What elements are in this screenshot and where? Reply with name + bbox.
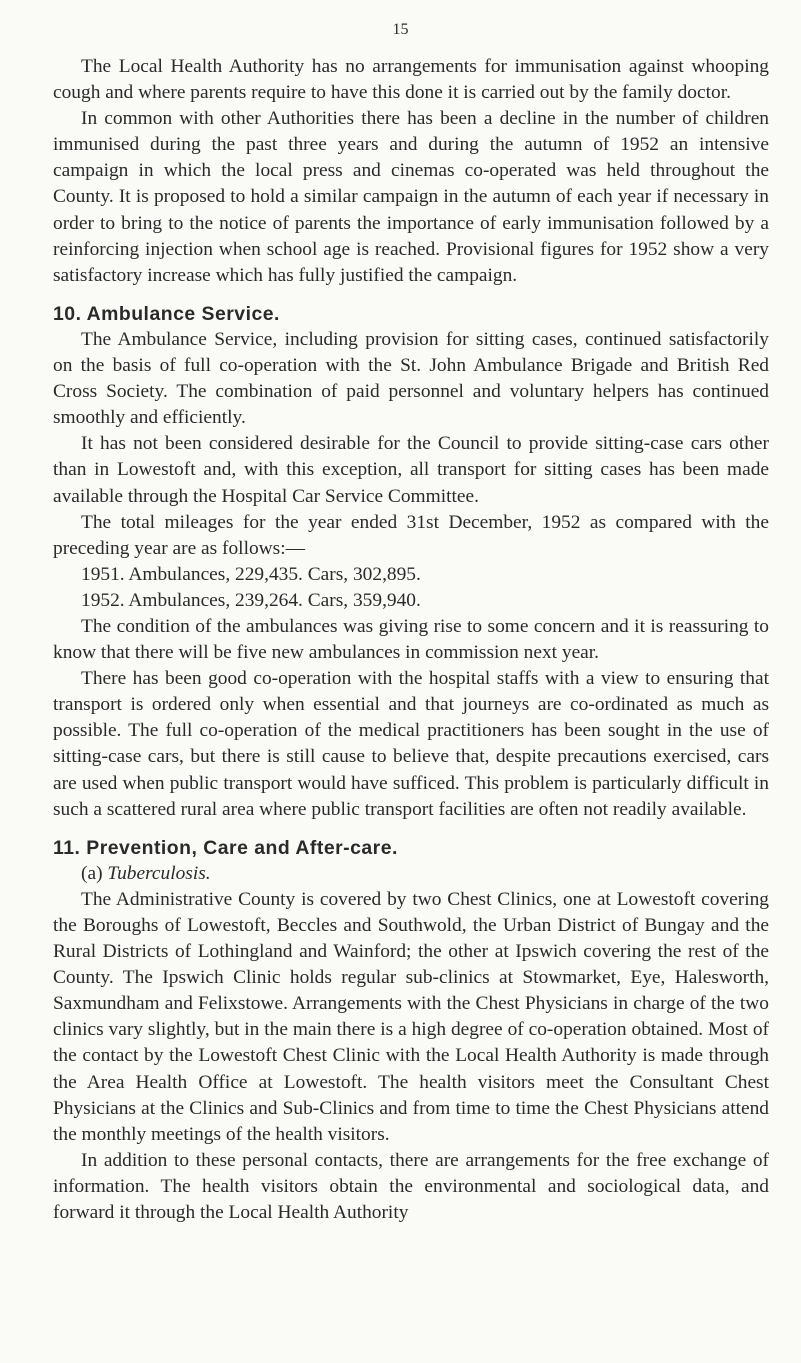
paragraph-ambulance-2: It has not been considered desirable for the Council to provide sitting-case cars other than in Lowestoft and, with this exception, all transport for sitting cases has been made available through the Hospital Car Service Committee. [53,433,769,507]
paragraph-ambulance-5: There has been good co-operation with the hospital staffs with a view to ensuring that transport is ordered only when essential and that journeys are co-ordinated as much as possible. The full co-operation of the medical practitioners has been sought in the use of sitting-case cars, but there is still cause to believe that, despite precautions exercised, cars are used when public transport would have sufficed. This problem is particularly difficult in such a scattered rural area where public transport facilities are often not readily available. [53,668,769,820]
paragraph-immunisation-campaign: In common with other Authorities there has been a decline in the number of children immunised during the past three years and during the autumn of 1952 an intensive campaign in which the local press and cinemas co-operated was held throughout the County. It is proposed to hold a similar campaign in the autumn of each year if necessary in order to bring to the notice of parents the importance of early immunisation followed by a reinforcing injection when school age is reached. Provisional figures for 1952 show a very satisfactory increase which has fully justified the campaign. [53,108,769,286]
subsection-name: Tuberculosis. [107,862,211,884]
subsection-title [53,861,769,887]
paragraph-tuberculosis-1: The Administrative County is covered by two Chest Clinics, one at Lowestoft covering the Boroughs of Lowestoft, Beccles and Southwold, the Urban District of Bungay and the Rural Districts of Lothingland and Wainford; the other at Ipswich covering the rest of the County. The Ipswich Clinic holds regular sub-clinics at Stowmarket, Eye, Halesworth, Saxmundham and Felixstowe. Arrangements with the Chest Physicians in charge of the two clinics vary slightly, but in the main there is a high degree of co-operation obtained. Most of the contact by the Lowestoft Chest Clinic with the Local Health Authority is made through the Area Health Office at Lowestoft. The health visitors meet the Consultant Chest Physicians at the Clinics and Sub-Clinics and from time to time the Chest Physicians attend the monthly meetings of the health visitors. [53,888,769,1145]
paragraph-ambulance-1: The Ambulance Service, including provision for sitting cases, continued satisfactorily on the basis of full co-operation with the St. John Ambulance Brigade and British Red Cross Society. The combination of paid personnel and voluntary helpers has continued smoothly and efficiently. [53,328,769,429]
paragraph-tuberculosis-2: In addition to these personal contacts, there are arrangements for the free exchange of information. The health visitors obtain the environmental and sociological data, and forward it through the Local Health Authority [53,1149,769,1224]
paragraph-ambulance-4: The condition of the ambulances was giving rise to some concern and it is reassuring to know that there will be five new ambulances in commission next year. [53,615,769,664]
subsection-letter: (a) [81,862,103,884]
section-heading-prevention: 11. Prevention, Care and After-care. [53,836,398,859]
section-heading-ambulance: 10. Ambulance Service. [53,302,280,325]
paragraph-ambulance-3: The total mileages for the year ended 31st December, 1952 as compared with the preceding year are as follows:— [53,511,769,559]
page-body [53,54,769,1226]
mileage-1952: 1952. Ambulances, 239,264. Cars, 359,940. [81,589,421,611]
paragraph-whooping-cough: The Local Health Authority has no arrangements for immunisation against whooping cough and where parents require to have this done it is carried out by the family doctor. [53,56,769,104]
page-number: 15 [392,21,409,38]
mileage-1951: 1951. Ambulances, 229,435. Cars, 302,895. [81,563,421,585]
